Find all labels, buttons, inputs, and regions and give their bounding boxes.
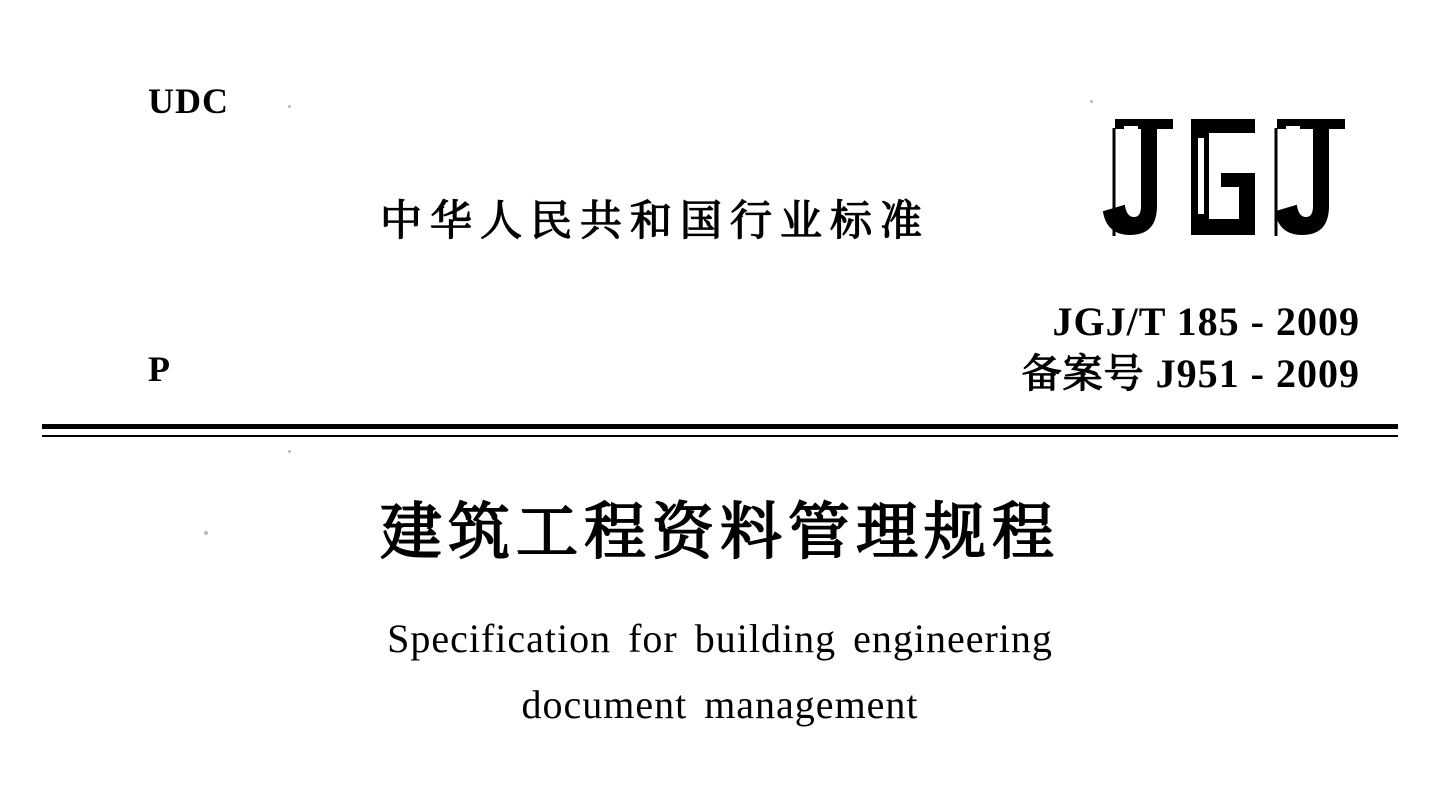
standard-code-block xyxy=(1022,296,1360,400)
scan-speck xyxy=(288,450,291,453)
title-english-line-2: document management xyxy=(521,682,919,727)
title-english-line-1: Specification for building engineering xyxy=(387,616,1053,661)
standard-code-primary: JGJ/T 185 - 2009 xyxy=(1052,299,1360,344)
scan-speck xyxy=(1090,100,1093,103)
classification-label: P xyxy=(148,349,170,389)
divider-thin xyxy=(42,435,1398,437)
divider-thick xyxy=(42,424,1398,429)
standard-code-record: 备案号 J951 - 2009 xyxy=(1021,351,1360,396)
title-english xyxy=(0,606,1440,738)
title-chinese: 建筑工程资料管理规程 xyxy=(379,495,1060,568)
scan-speck xyxy=(204,531,208,535)
udc-label: UDC xyxy=(148,81,229,121)
issuer-line: 中华人民共和国行业标准 xyxy=(380,196,931,245)
scan-speck xyxy=(288,105,291,108)
jgj-logo xyxy=(1102,108,1362,258)
